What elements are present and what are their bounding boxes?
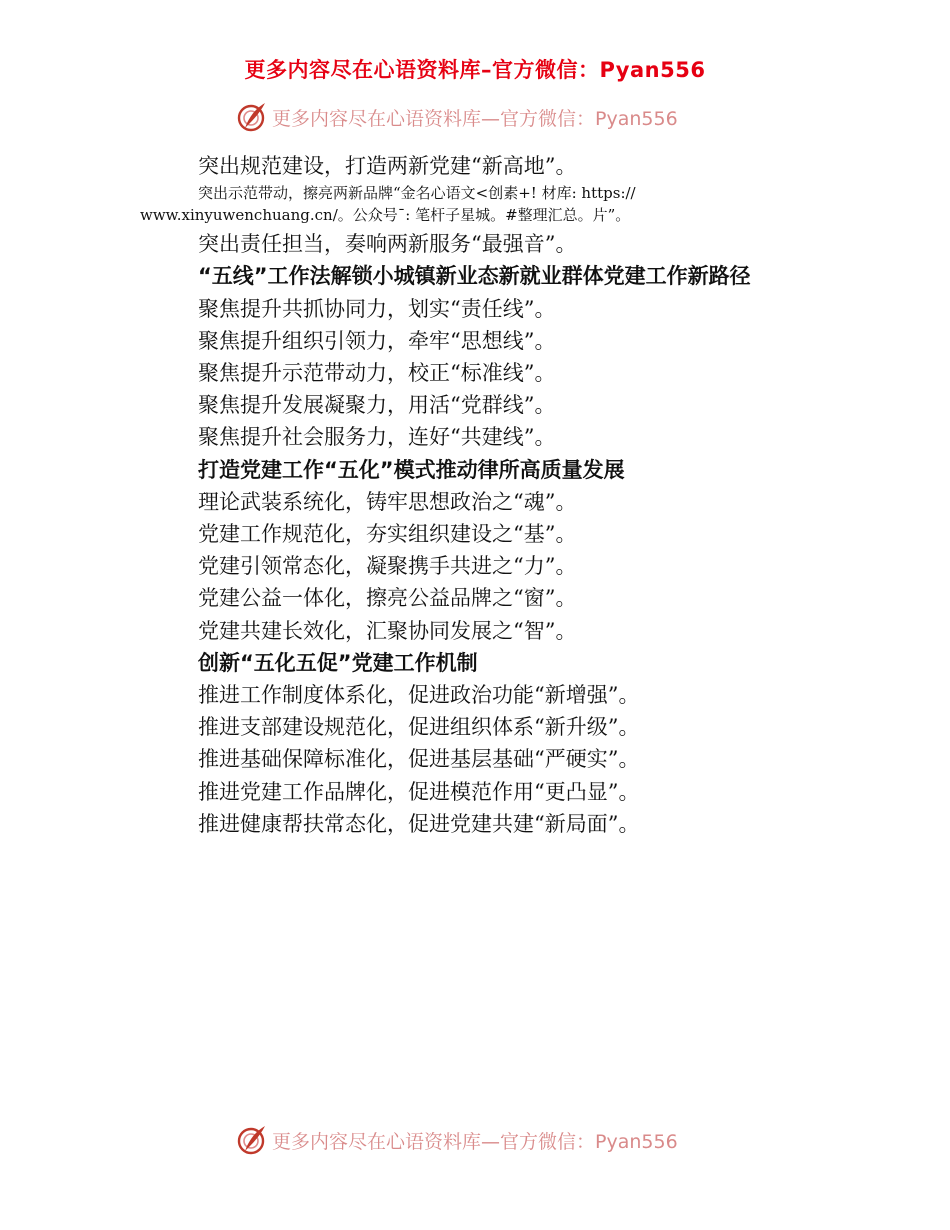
list-item: 聚焦提升示范带动力，校正“标准线”。 (198, 361, 556, 386)
body-line-small (140, 182, 810, 226)
list-item: 聚焦提升组织引领力，牵牢“思想线”。 (198, 328, 556, 353)
list-item: 党建公益一体化，擦亮公益品牌之“窗”。 (198, 586, 577, 611)
list-item: 推进健康帮扶常态化，促进党建共建“新局面”。 (198, 811, 640, 836)
list-item: 聚焦提升发展凝聚力，用活“党群线”。 (198, 393, 556, 418)
list-item: 党建共建长效化，汇聚协同发展之“智”。 (198, 618, 577, 643)
top-banner: 更多内容尽在心语资料库–官方微信：Pyan556 (244, 58, 706, 82)
quill-logo-icon (236, 101, 268, 133)
section-heading: “五线”工作法解锁小城镇新业态新就业群体党建工作新路径 (198, 264, 751, 289)
list-item: 聚焦提升社会服务力，连好“共建线”。 (198, 425, 556, 450)
list-item: 党建工作规范化，夯实组织建设之“基”。 (198, 522, 577, 547)
list-item: 推进党建工作品牌化，促进模范作用“更凸显”。 (198, 779, 640, 804)
watermark-text: 更多内容尽在心语资料库—官方微信：Pyan556 (272, 1130, 678, 1153)
section-heading: 创新“五化五促”党建工作机制 (198, 650, 478, 675)
list-item: 聚焦提升共抓协同力，划实“责任线”。 (198, 296, 556, 321)
list-item: 推进基础保障标准化，促进基层基础“严硬实”。 (198, 747, 640, 772)
list-item: 推进支部建设规范化，促进组织体系“新升级”。 (198, 715, 640, 740)
body-line: 突出规范建设，打造两新党建“新高地”。 (198, 154, 577, 178)
list-item: 党建引领常态化，凝聚携手共进之“力”。 (198, 554, 577, 579)
quill-logo-icon (236, 1124, 268, 1156)
body-line-part: 突出示范带动，擦亮两新品牌“金名心语文<创素+! 材库: https:// (198, 184, 636, 203)
list-item: 理论武装系统化，铸牢思想政治之“魂”。 (198, 489, 577, 514)
section-heading: 打造党建工作“五化”模式推动律所高质量发展 (198, 457, 625, 482)
watermark-text: 更多内容尽在心语资料库—官方微信：Pyan556 (272, 107, 678, 130)
document-body (140, 150, 810, 840)
body-line: 突出责任担当，奏响两新服务“最强音”。 (198, 232, 577, 257)
footer-watermark (236, 1122, 678, 1158)
body-line-continuation: www.xinyuwenchuang.cn/。公众号¯: 笔杆子星城。#整理汇总。片”。 (140, 206, 631, 225)
header-watermark (236, 99, 678, 135)
list-item: 推进工作制度体系化，促进政治功能“新增强”。 (198, 683, 640, 708)
